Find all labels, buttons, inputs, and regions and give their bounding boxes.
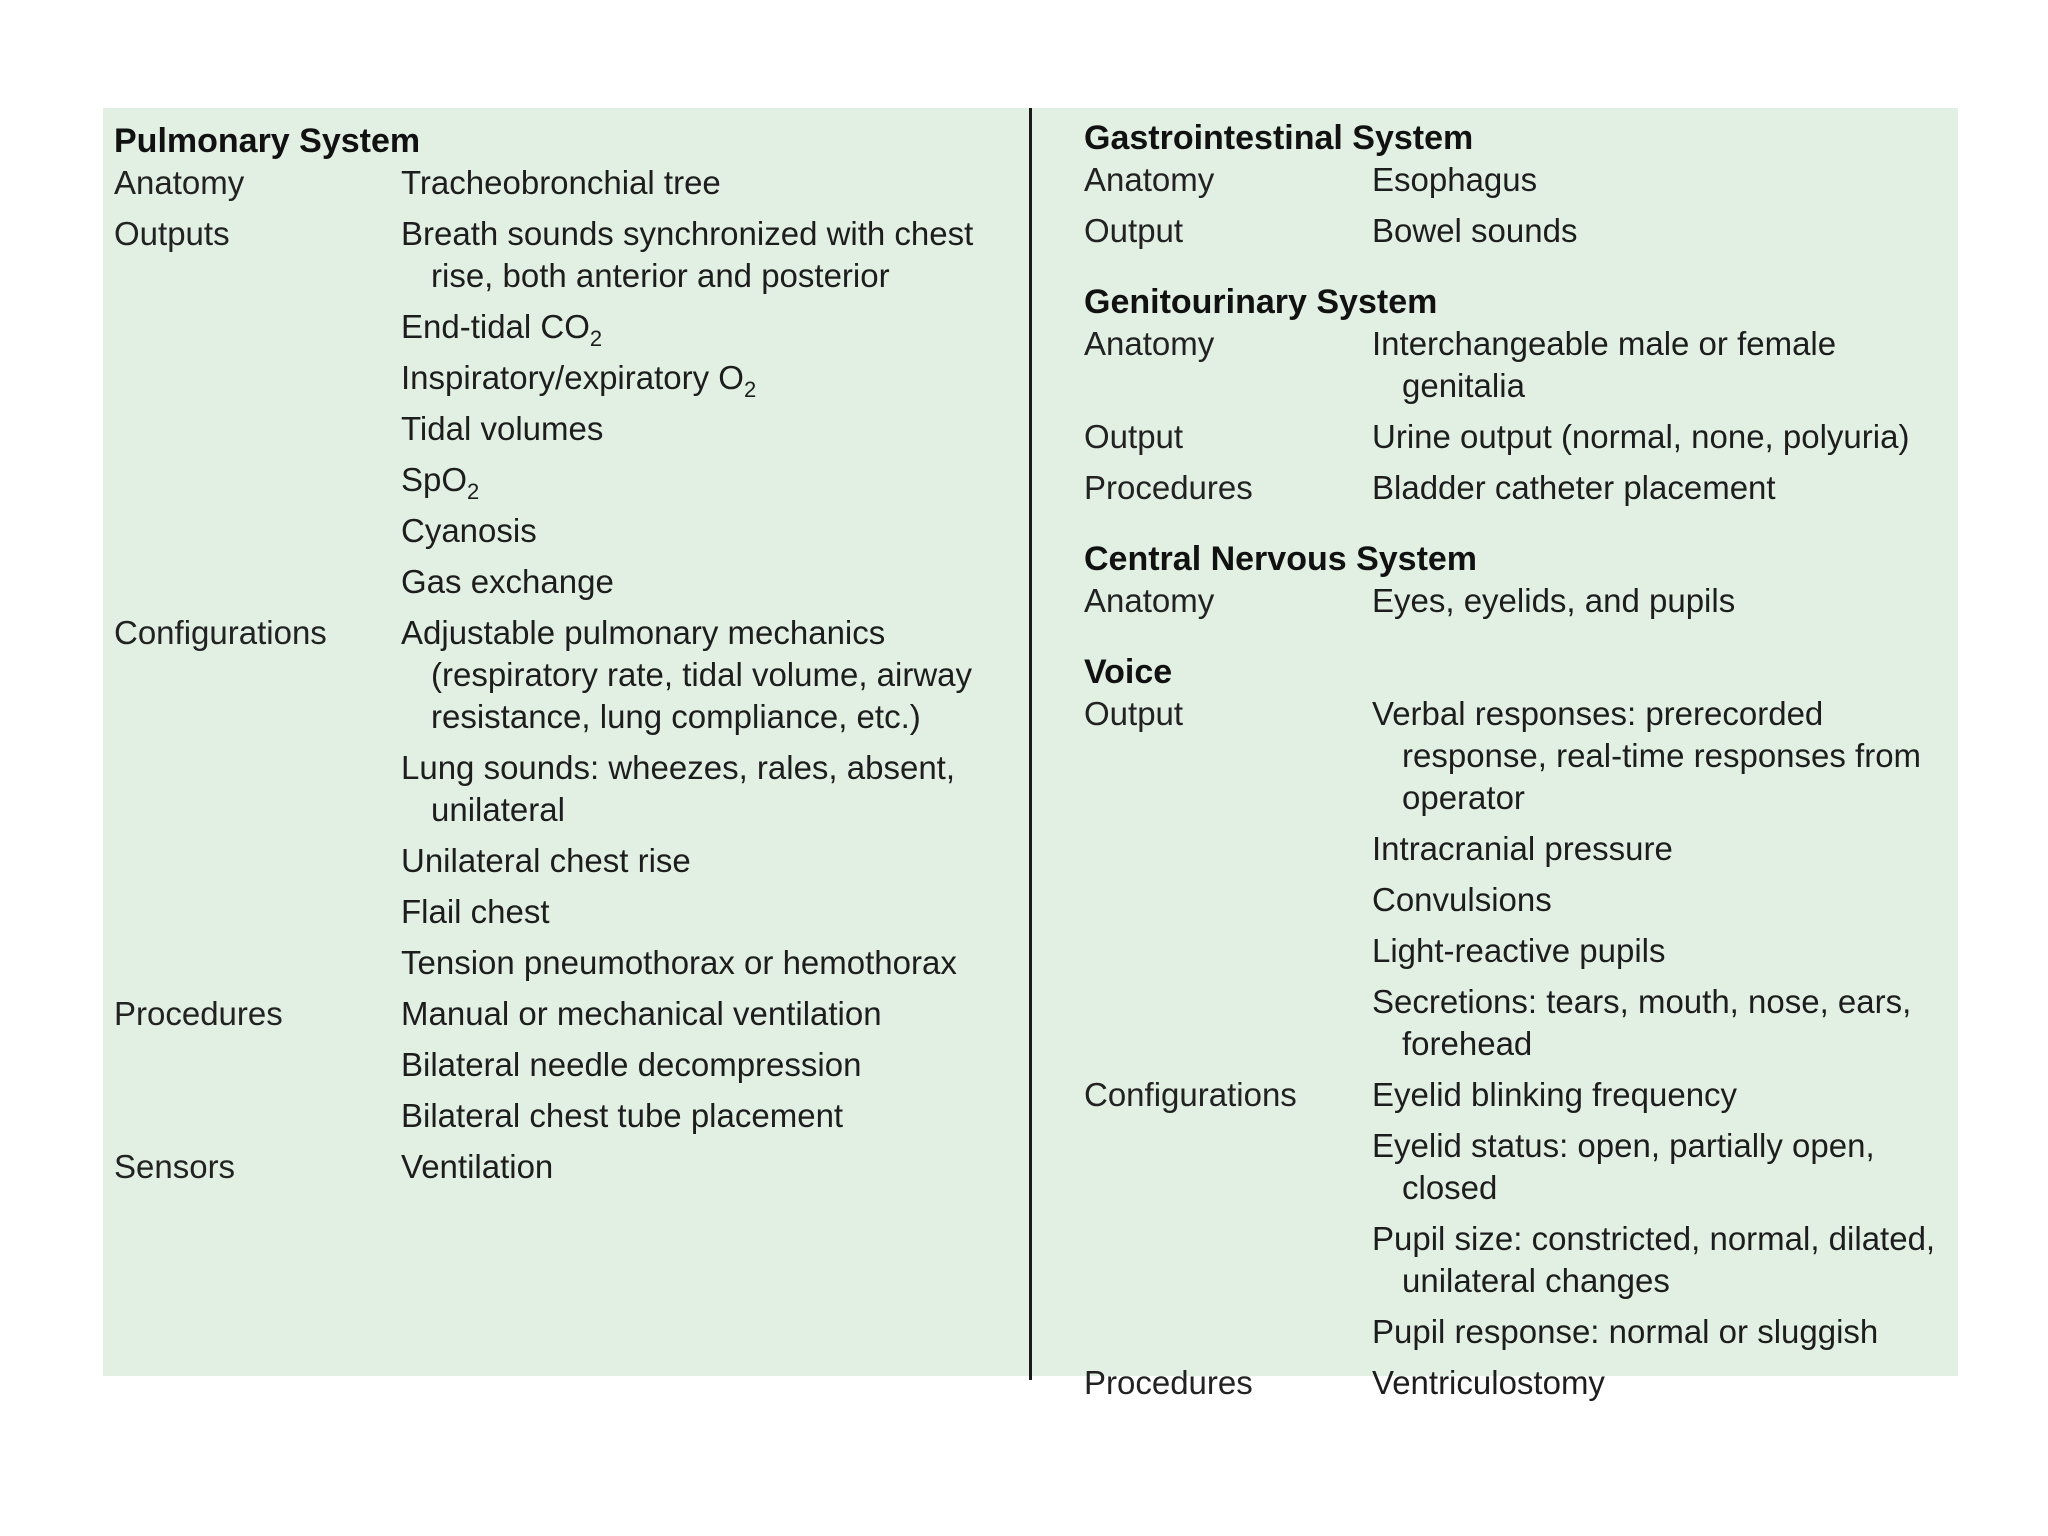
section-title-central-nervous: Central Nervous System (1084, 540, 1478, 578)
group-label: Outputs (114, 215, 230, 252)
item-list (1372, 580, 1954, 631)
item-list (401, 993, 994, 1146)
list-item: Bilateral chest tube placement (401, 1097, 844, 1134)
list-item: Eyelid blinking frequency (1372, 1076, 1738, 1113)
list-item: Verbal responses: prerecorded response, real-time responses from operator (1372, 695, 1922, 816)
group-gu-anatomy (1084, 323, 1954, 416)
group-label: Sensors (114, 1148, 236, 1185)
group-label: Procedures (1084, 1364, 1253, 1401)
group-label: Output (1084, 418, 1184, 455)
group-label: Procedures (114, 995, 283, 1032)
list-item: Unilateral chest rise (401, 842, 691, 879)
item-list (1372, 693, 1954, 1074)
list-item: Interchangeable male or female genitalia (1372, 325, 1837, 404)
group-voice-output (1084, 693, 1954, 1074)
list-item: Cyanosis (401, 512, 537, 549)
item-list (1372, 467, 1954, 518)
item-list (401, 162, 994, 213)
list-item: Tidal volumes (401, 410, 604, 447)
item-list (1372, 1074, 1954, 1362)
list-item: Adjustable pulmonary mechanics (respiratory rate, tidal volume, airway resistance, lung compliance, etc.) (401, 614, 973, 735)
list-item (401, 357, 994, 402)
pulmonary-column (114, 120, 994, 1197)
list-item: Ventilation (401, 1148, 554, 1185)
group-pulmonary-sensors (114, 1146, 994, 1197)
group-pulmonary-procedures (114, 993, 994, 1146)
group-cns-anatomy (1084, 580, 1954, 631)
group-gi-anatomy (1084, 159, 1954, 210)
list-item: Esophagus (1372, 161, 1538, 198)
list-item: Eyes, eyelids, and pupils (1372, 582, 1736, 619)
section-title-voice: Voice (1084, 653, 1173, 691)
section-genitourinary (1084, 281, 1954, 518)
list-item (401, 306, 994, 351)
list-item: Lung sounds: wheezes, rales, absent, unilateral (401, 749, 956, 828)
item-list (1372, 323, 1954, 416)
list-item: Breath sounds synchronized with chest rise, both anterior and posterior (401, 215, 974, 294)
group-gi-output (1084, 210, 1954, 261)
item-list (401, 213, 994, 612)
group-pulmonary-configurations (114, 612, 994, 993)
section-central-nervous (1084, 538, 1954, 631)
list-item: Eyelid status: open, partially open, closed (1372, 1127, 1875, 1206)
section-gastrointestinal (1084, 117, 1954, 261)
group-gu-procedures (1084, 467, 1954, 518)
item-list (1372, 416, 1954, 467)
group-pulmonary-outputs (114, 213, 994, 612)
section-voice (1084, 651, 1954, 1413)
group-voice-procedures (1084, 1362, 1954, 1413)
list-item: Urine output (normal, none, polyuria) (1372, 418, 1910, 455)
group-label: Configurations (1084, 1076, 1297, 1113)
item-list (1372, 159, 1954, 210)
list-item: Bowel sounds (1372, 212, 1578, 249)
list-item: Ventriculostomy (1372, 1364, 1605, 1401)
group-pulmonary-anatomy (114, 162, 994, 213)
group-label: Output (1084, 695, 1184, 732)
item-list (401, 612, 994, 993)
item-text: SpO (401, 461, 468, 498)
group-voice-configurations (1084, 1074, 1954, 1362)
section-title-gastrointestinal: Gastrointestinal System (1084, 119, 1474, 157)
subscript: 2 (743, 377, 757, 402)
list-item: Tracheobronchial tree (401, 164, 721, 201)
other-systems-column (1084, 117, 1954, 1413)
list-item: Flail chest (401, 893, 550, 930)
list-item: Convulsions (1372, 881, 1552, 918)
column-divider (1029, 108, 1032, 1380)
item-list (401, 1146, 994, 1197)
subscript: 2 (589, 326, 603, 351)
group-label: Output (1084, 212, 1184, 249)
group-label: Procedures (1084, 469, 1253, 506)
list-item: Intracranial pressure (1372, 830, 1673, 867)
list-item: Gas exchange (401, 563, 614, 600)
section-title-pulmonary: Pulmonary System (114, 122, 421, 160)
item-list (1372, 210, 1954, 261)
item-text: Inspiratory/expiratory O (401, 359, 744, 396)
subscript: 2 (467, 479, 480, 504)
item-text: End-tidal CO (401, 308, 590, 345)
list-item: Tension pneumothorax or hemothorax (401, 944, 957, 981)
list-item: Bladder catheter placement (1372, 469, 1776, 506)
group-label: Anatomy (1084, 325, 1215, 362)
list-item: Pupil response: normal or sluggish (1372, 1313, 1879, 1350)
section-title-genitourinary: Genitourinary System (1084, 283, 1438, 321)
group-gu-output (1084, 416, 1954, 467)
group-label: Configurations (114, 614, 327, 651)
item-list (1372, 1362, 1954, 1413)
list-item: Light-reactive pupils (1372, 932, 1666, 969)
group-label: Anatomy (1084, 161, 1215, 198)
group-label: Anatomy (1084, 582, 1215, 619)
list-item: Secretions: tears, mouth, nose, ears, forehead (1372, 983, 1912, 1062)
list-item: Bilateral needle decompression (401, 1046, 862, 1083)
list-item (401, 459, 994, 504)
group-label: Anatomy (114, 164, 245, 201)
list-item: Manual or mechanical ventilation (401, 995, 882, 1032)
list-item: Pupil size: constricted, normal, dilated, unilateral changes (1372, 1220, 1936, 1299)
